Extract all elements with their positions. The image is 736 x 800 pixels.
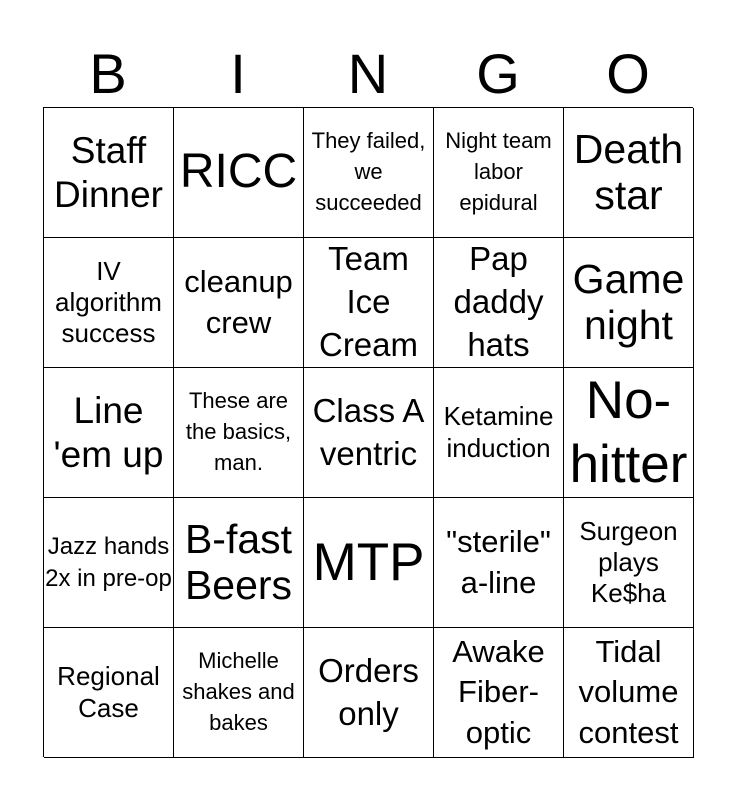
- bingo-cell[interactable]: [174, 498, 304, 628]
- cell-text: These are the basics, man.: [185, 388, 292, 475]
- cell-text: RICC: [179, 145, 298, 199]
- header-letter-b: B: [89, 42, 127, 105]
- cell-text: Surgeon plays Ke$ha: [579, 515, 678, 609]
- header-letter-n: N: [347, 42, 389, 105]
- bingo-cell[interactable]: [304, 628, 434, 758]
- cell-text: Orders only: [318, 651, 419, 732]
- header-letter-o: O: [606, 42, 650, 105]
- bingo-header: [43, 40, 693, 108]
- cell-text: No-hitter: [569, 370, 688, 494]
- bingo-cell[interactable]: [174, 238, 304, 368]
- cell-text: Class A ventric: [312, 391, 425, 472]
- cell-text: Staff Dinner: [54, 129, 163, 215]
- bingo-cell[interactable]: [44, 108, 174, 238]
- bingo-cell[interactable]: [44, 498, 174, 628]
- cell-text: Tidal volume contest: [578, 634, 679, 750]
- cell-text: IV algorithm success: [55, 255, 162, 349]
- cell-text: Regional Case: [57, 661, 160, 723]
- bingo-cell[interactable]: [434, 368, 564, 498]
- bingo-cell[interactable]: [434, 498, 564, 628]
- cell-text: Death star: [573, 126, 684, 218]
- bingo-cell[interactable]: [174, 628, 304, 758]
- cell-text: cleanup crew: [184, 264, 293, 340]
- cell-text: Line 'em up: [53, 389, 164, 475]
- bingo-cell[interactable]: [44, 368, 174, 498]
- cell-text: Jazz hands 2x in pre-op: [45, 533, 172, 592]
- bingo-cell[interactable]: [434, 108, 564, 238]
- bingo-cell[interactable]: [434, 628, 564, 758]
- cell-text: Team Ice Cream: [318, 240, 419, 363]
- bingo-board: [43, 107, 693, 757]
- header-letter-i: I: [230, 42, 246, 105]
- cell-text: Night team labor epidural: [445, 128, 552, 215]
- bingo-cell[interactable]: [434, 238, 564, 368]
- header-letter-g: G: [476, 42, 520, 105]
- bingo-cell[interactable]: [174, 368, 304, 498]
- bingo-cell[interactable]: [304, 368, 434, 498]
- cell-text: Awake Fiber-optic: [452, 634, 545, 750]
- bingo-cell[interactable]: [304, 238, 434, 368]
- bingo-cell[interactable]: [304, 498, 434, 628]
- bingo-cell[interactable]: [564, 368, 694, 498]
- bingo-cell[interactable]: [564, 238, 694, 368]
- bingo-cell[interactable]: [44, 628, 174, 758]
- bingo-cell[interactable]: [564, 108, 694, 238]
- cell-text: Game night: [572, 256, 685, 348]
- cell-text: Michelle shakes and bakes: [182, 648, 295, 735]
- cell-text: B-fast Beers: [184, 516, 293, 608]
- cell-text: Ketamine induction: [443, 401, 554, 463]
- bingo-cell[interactable]: [44, 238, 174, 368]
- bingo-cell[interactable]: [564, 498, 694, 628]
- bingo-cell[interactable]: [174, 108, 304, 238]
- cell-text: They failed, we succeeded: [311, 128, 426, 215]
- cell-text: MTP: [312, 532, 425, 592]
- cell-text: "sterile" a-line: [446, 524, 551, 600]
- bingo-cell[interactable]: [304, 108, 434, 238]
- bingo-cell[interactable]: [564, 628, 694, 758]
- cell-text: Pap daddy hats: [453, 240, 544, 363]
